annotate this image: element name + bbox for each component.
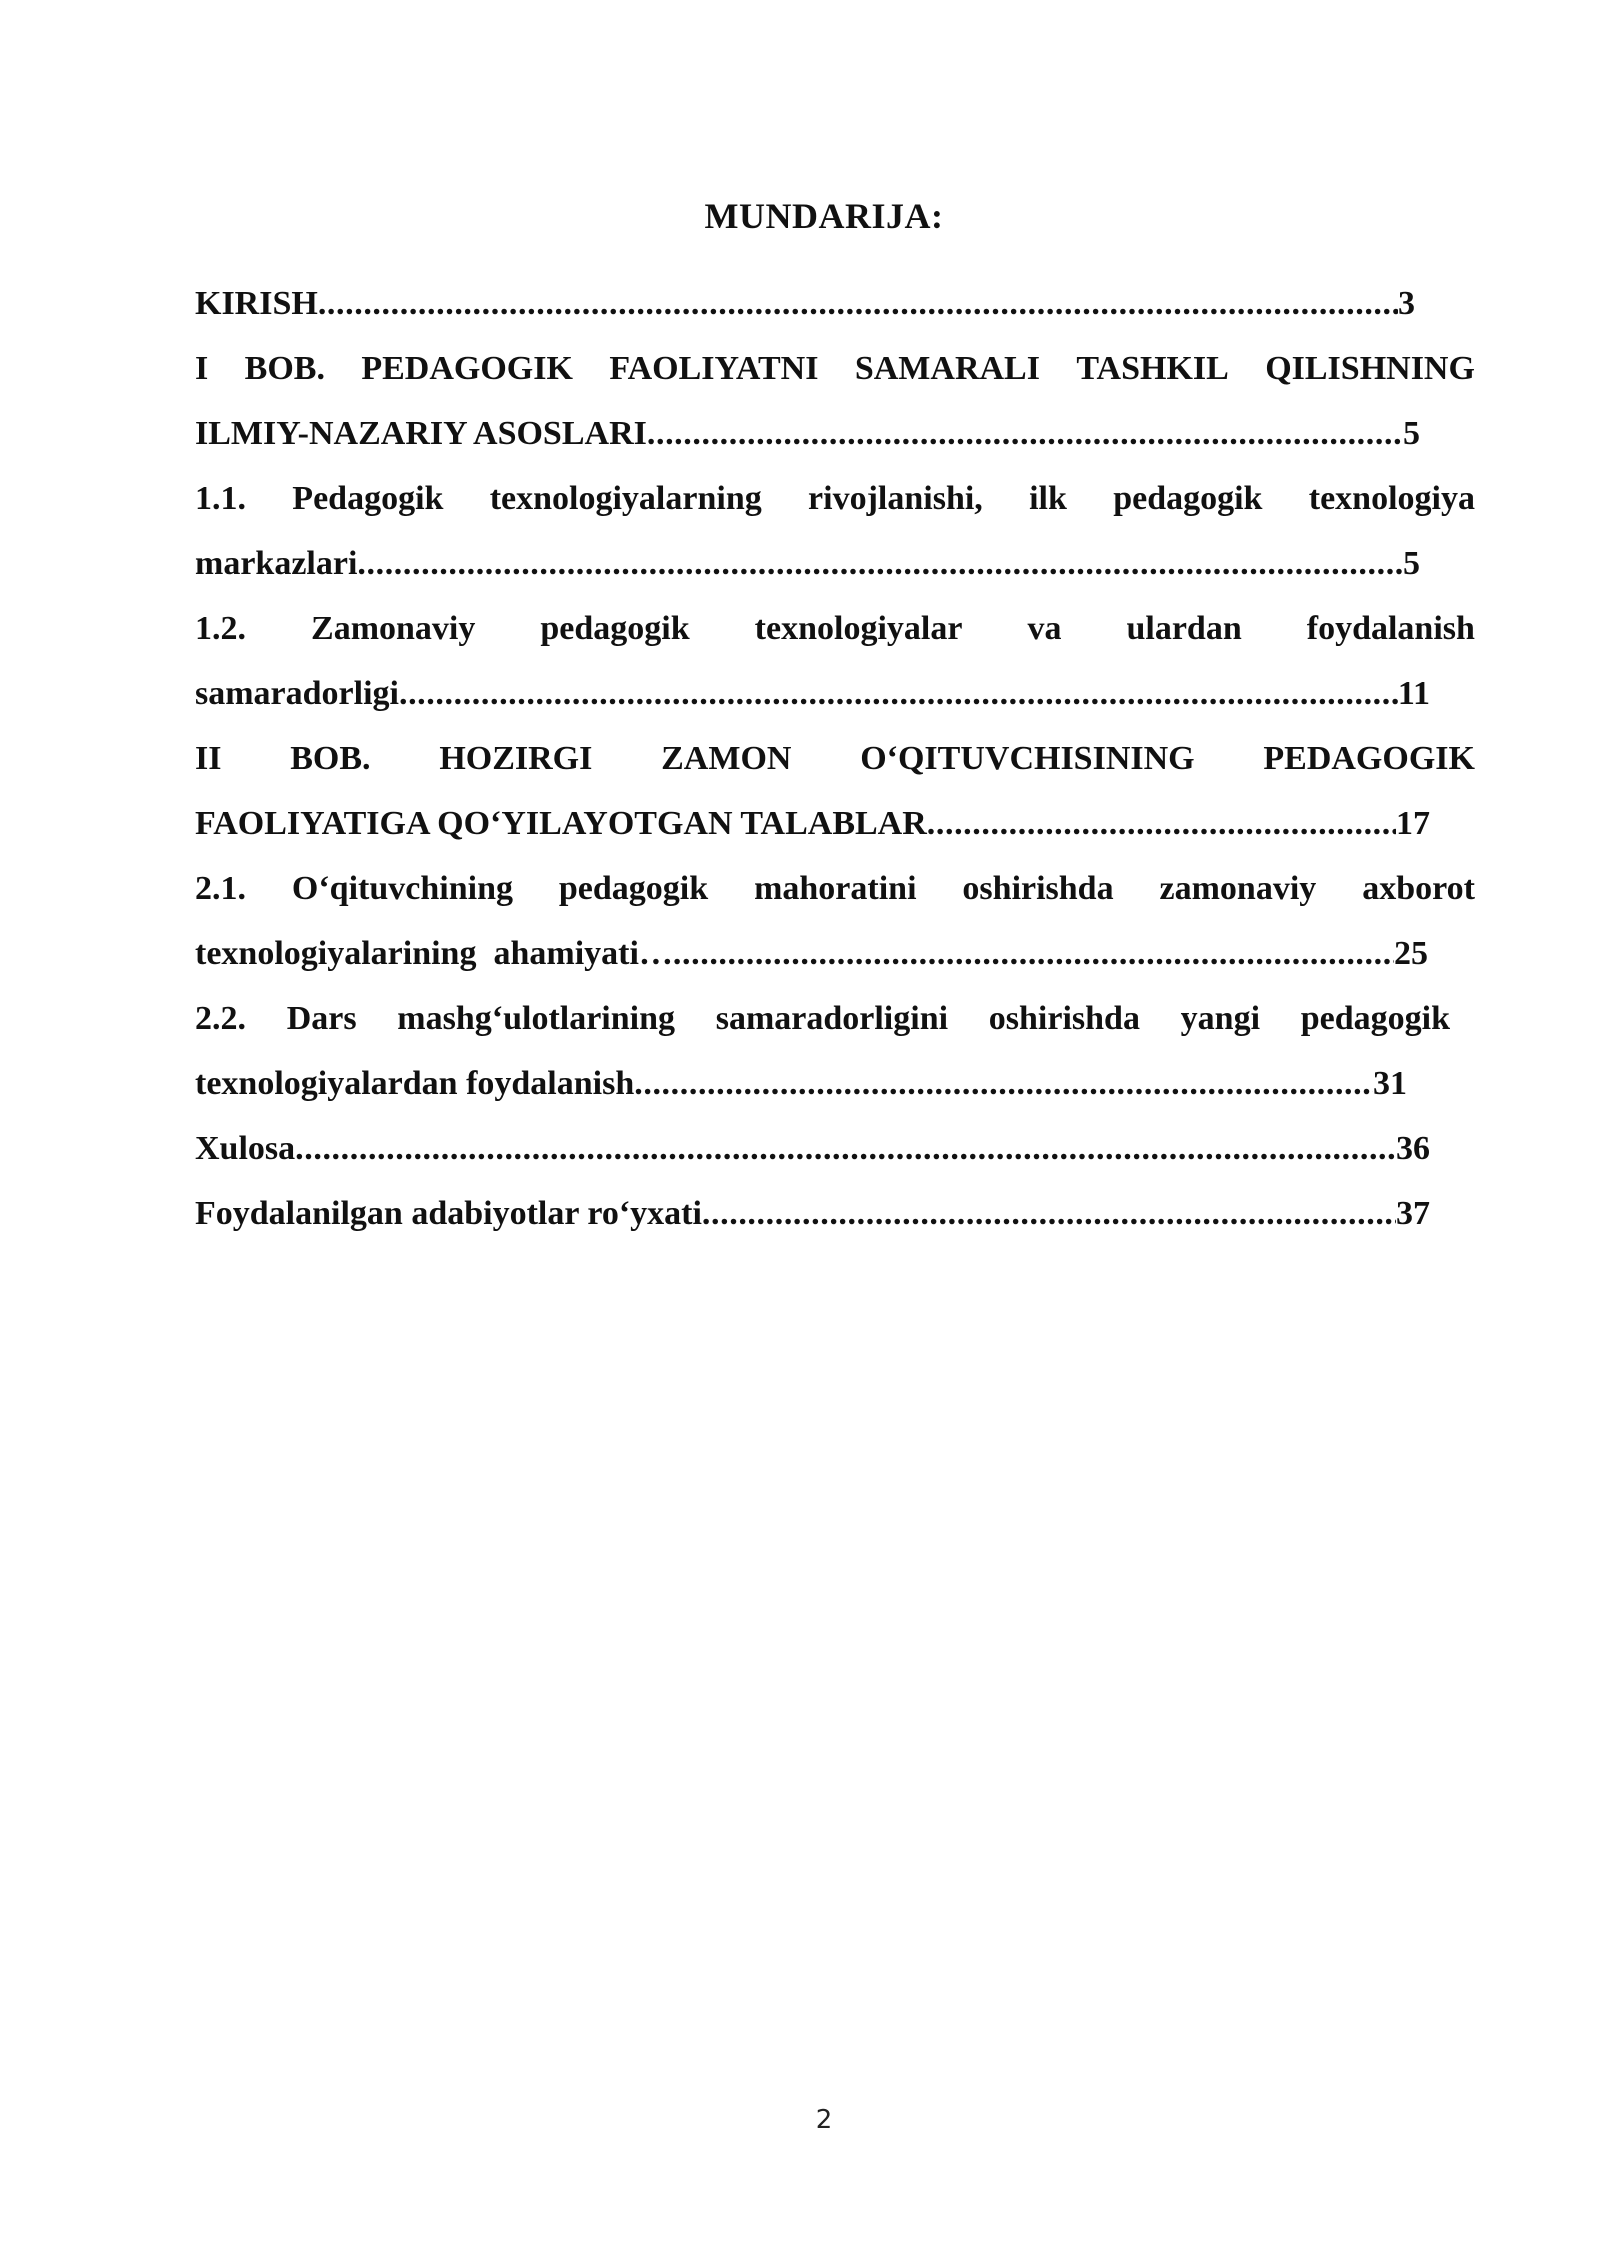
toc-word: TASHKIL: [1076, 350, 1229, 387]
toc-word: texnologiya: [1308, 480, 1475, 517]
toc-page-number: 17: [1396, 805, 1430, 842]
toc-word: samaradorligini: [715, 1000, 949, 1037]
toc-entry-text: texnologiyalardan foydalanish: [195, 1065, 635, 1102]
toc-entry-xulosa: [195, 1122, 1430, 1187]
dot-leader: [927, 797, 1396, 851]
toc-word: BOB.: [290, 740, 371, 777]
toc-word: oshirishda: [962, 870, 1114, 907]
toc-word: I: [195, 350, 209, 387]
toc-word: Zamonaviy: [311, 610, 476, 647]
dot-leader: [399, 667, 1398, 721]
dot-leader: [647, 407, 1403, 461]
toc-entry-text: samaradorligi: [195, 675, 399, 712]
toc-entry-1-1-line-1: [195, 472, 1475, 537]
toc-word: SAMARALI: [854, 350, 1040, 387]
toc-page-number: 36: [1396, 1130, 1430, 1167]
toc-page-number: 31: [1373, 1065, 1407, 1102]
toc-word: 1.1.: [195, 480, 246, 517]
toc-word: BOB.: [244, 350, 325, 387]
toc-word: mashg‘ulotlarining: [397, 1000, 676, 1037]
toc-word: ulardan: [1126, 610, 1242, 647]
dot-leader: [357, 537, 1403, 591]
toc-word: ZAMON: [661, 740, 792, 777]
toc-word: 1.2.: [195, 610, 246, 647]
dot-leader: [673, 927, 1394, 981]
toc-word: PEDAGOGIK: [1263, 740, 1475, 777]
toc-entry-2-2-line-2: [195, 1057, 1407, 1122]
toc-page-number: 3: [1398, 285, 1415, 322]
toc-entry-text: Foydalanilgan adabiyotlar ro‘yxati: [195, 1195, 702, 1232]
dot-leader: [318, 277, 1398, 331]
toc-entry-text: FAOLIYATIGA QO‘YILAYOTGAN TALABLAR: [195, 805, 927, 842]
toc-word: zamonaviy: [1159, 870, 1317, 907]
toc-word: Pedagogik: [292, 480, 444, 517]
dot-leader: [634, 1057, 1373, 1111]
toc-word: 2.2.: [195, 1000, 246, 1037]
table-of-contents: [195, 277, 1475, 1252]
toc-entry-kirish: [195, 277, 1415, 342]
toc-word: Dars: [286, 1000, 357, 1037]
toc-word: texnologiyalarning: [489, 480, 762, 517]
toc-word: yangi: [1180, 1000, 1261, 1037]
toc-entry-chapter-2-line-2: [195, 797, 1430, 862]
toc-word: O‘qituvchining: [291, 870, 513, 907]
toc-entry-2-1-line-1: [195, 862, 1475, 927]
toc-page-number: 5: [1403, 415, 1420, 452]
toc-word: pedagogik: [1300, 1000, 1450, 1037]
toc-entry-chapter-2-line-1: [195, 732, 1475, 797]
toc-title: MUNDARIJA:: [704, 196, 944, 236]
toc-entry-chapter-1-line-2: [195, 407, 1420, 472]
toc-word: ilk: [1029, 480, 1067, 517]
toc-entry-text: KIRISH: [195, 285, 318, 322]
toc-word: HOZIRGI: [439, 740, 593, 777]
toc-word: rivojlanishi,: [808, 480, 983, 517]
page-number: 2: [815, 2105, 833, 2135]
toc-word: axborot: [1362, 870, 1475, 907]
toc-entry-text: Xulosa: [195, 1130, 296, 1167]
toc-word: pedagogik: [1113, 480, 1263, 517]
toc-entry-text: texnologiyalarining ahamiyati…: [195, 935, 673, 972]
toc-entry-1-2-line-2: [195, 667, 1430, 732]
dot-leader: [295, 1122, 1396, 1176]
toc-word: PEDAGOGIK: [361, 350, 573, 387]
toc-entry-1-2-line-1: [195, 602, 1475, 667]
toc-page-number: 25: [1394, 935, 1428, 972]
toc-word: texnologiyalar: [754, 610, 963, 647]
toc-entry-1-1-line-2: [195, 537, 1420, 602]
toc-entry-2-1-line-2: [195, 927, 1428, 992]
toc-word: mahoratini: [754, 870, 917, 907]
toc-word: QILISHNING: [1265, 350, 1475, 387]
toc-page-number: 11: [1397, 675, 1430, 712]
toc-entry-adabiyotlar: [195, 1187, 1430, 1252]
toc-page-number: 37: [1396, 1195, 1430, 1232]
toc-word: II: [195, 740, 222, 777]
toc-entry-text: markazlari: [195, 545, 358, 582]
toc-word: va: [1027, 610, 1062, 647]
toc-word: pedagogik: [558, 870, 709, 907]
toc-word: FAOLIYATNI: [609, 350, 819, 387]
toc-word: O‘QITUVCHISINING: [860, 740, 1195, 777]
toc-word: foydalanish: [1306, 610, 1475, 647]
toc-word: pedagogik: [540, 610, 690, 647]
dot-leader: [702, 1187, 1396, 1241]
toc-entry-text: ILMIY-NAZARIY ASOSLARI: [195, 415, 647, 452]
toc-word: 2.1.: [195, 870, 246, 907]
toc-page-number: 5: [1403, 545, 1420, 582]
toc-entry-2-2-line-1: [195, 992, 1450, 1057]
toc-word: oshirishda: [988, 1000, 1140, 1037]
toc-entry-chapter-1-line-1: [195, 342, 1475, 407]
